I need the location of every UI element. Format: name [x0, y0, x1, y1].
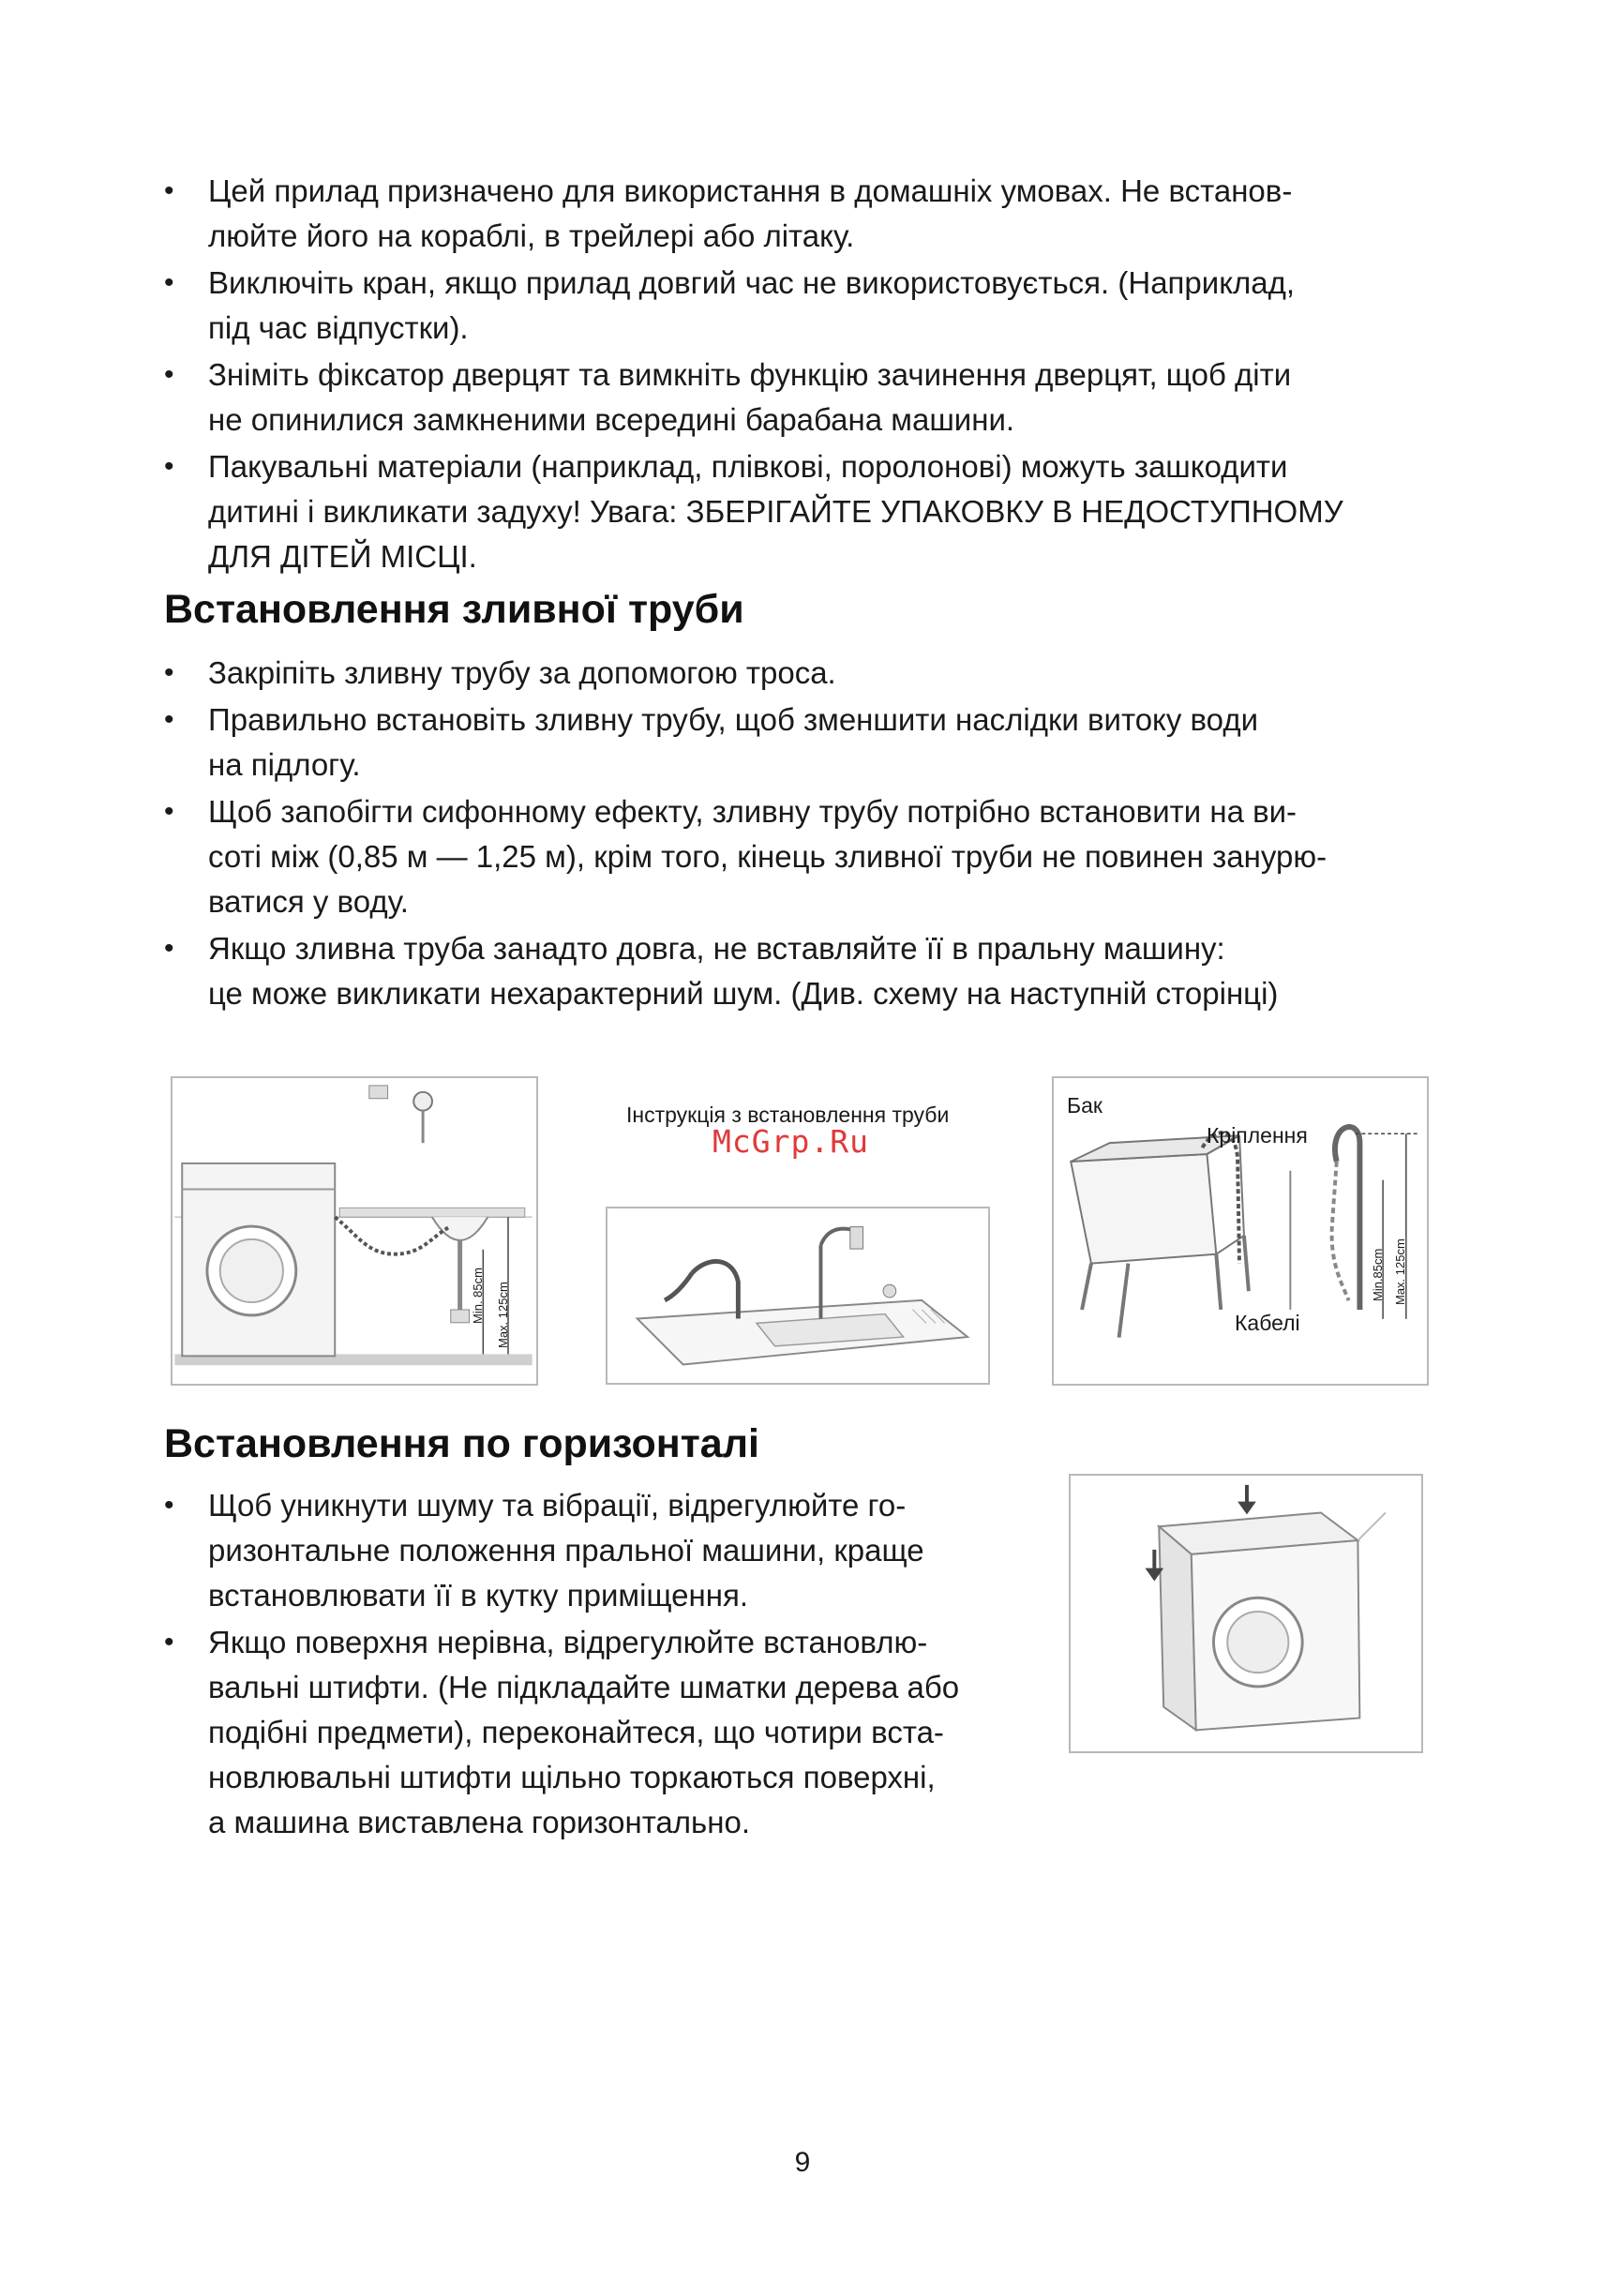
- tank-label: Бак: [1067, 1093, 1102, 1118]
- pipe-installation-caption: Інструкція з встановлення труби: [626, 1103, 950, 1127]
- level-bullet: • Якщо поверхня нерівна, відрегулюйте встановлю- вальні штифти. (Не підкладайте шматки дерева або подібні предмети), переконайтеся, що чотири вста- новлювальні штифти щільно торкаються поверхні, а машина виставлена горизонтально.: [161, 1620, 1052, 1845]
- intro-bullet: • Зніміть фіксатор дверцят та вимкніть функцію зачинення дверцят, щоб діти не опинилися замкненими всередині барабана машини.: [161, 353, 1455, 443]
- drain-bullet: • Щоб запобігти сифонному ефекту, зливну трубу потрібно встановити на ви- соті між (0,85 м — 1,25 м), крім того, кінець зливної труби не повинен занурю- ватися у воду.: [161, 789, 1455, 924]
- washing-machine-sink-illustration: [172, 1078, 536, 1384]
- fixing-label: Кріплення: [1207, 1123, 1308, 1148]
- intro-bullet: • Виключіть кран, якщо прилад довгий час не використовується. (Наприклад, під час відпустки).: [161, 261, 1455, 351]
- cable-label: Кабелі: [1235, 1311, 1300, 1335]
- intro-bullet-list: [161, 169, 1455, 581]
- hose-sink-illustration: [608, 1208, 988, 1383]
- page-number: 9: [794, 2147, 811, 2178]
- intro-bullet: • Пакувальні матеріали (наприклад, плівкові, поролонові) можуть зашкодити дитині і викликати задуху! Увага: ЗБЕРІГАЙТЕ УПАКОВКУ В НЕДОСТУПНОМУ ДЛЯ ДІТЕЙ МІСЦІ.: [161, 444, 1455, 579]
- drain-section-title: Встановлення зливної труби: [164, 587, 744, 632]
- washing-machine-levelling-illustration: [1071, 1476, 1421, 1751]
- level-section-title: Встановлення по горизонталі: [164, 1421, 759, 1466]
- max-height-label: Max. 125cm: [1393, 1238, 1407, 1305]
- min-height-label: Min. 85cm: [471, 1268, 485, 1324]
- drain-bullet: • Правильно встановіть зливну трубу, щоб зменшити наслідки витоку води на підлогу.: [161, 698, 1455, 788]
- level-bullet-list: [161, 1483, 1052, 1847]
- drain-bullet: • Закріпіть зливну трубу за допомогою троса.: [161, 651, 1455, 696]
- drain-bullet-list: [161, 651, 1455, 1018]
- level-bullet: • Щоб уникнути шуму та вібрації, відрегулюйте го- ризонтальне положення пральної машини, краще встановлювати її в кутку приміщення.: [161, 1483, 1052, 1618]
- drain-hose-sink-diagram: [171, 1076, 538, 1386]
- drain-bullet: • Якщо зливна труба занадто довга, не вставляйте її в пральну машину: це може викликати нехарактерний шум. (Див. схему на наступній сторінці): [161, 926, 1455, 1016]
- max-height-label: Max. 125cm: [496, 1282, 510, 1348]
- hose-on-sink-diagram: [606, 1207, 990, 1385]
- tank-hose-fixing-diagram: [1052, 1076, 1429, 1386]
- levelling-diagram: [1069, 1474, 1423, 1753]
- watermark-text: McGrp.Ru: [712, 1123, 869, 1160]
- intro-bullet: • Цей прилад призначено для використання в домашніх умовах. Не встанов- люйте його на кораблі, в трейлері або літаку.: [161, 169, 1455, 259]
- min-height-label: Min.85cm: [1371, 1248, 1385, 1301]
